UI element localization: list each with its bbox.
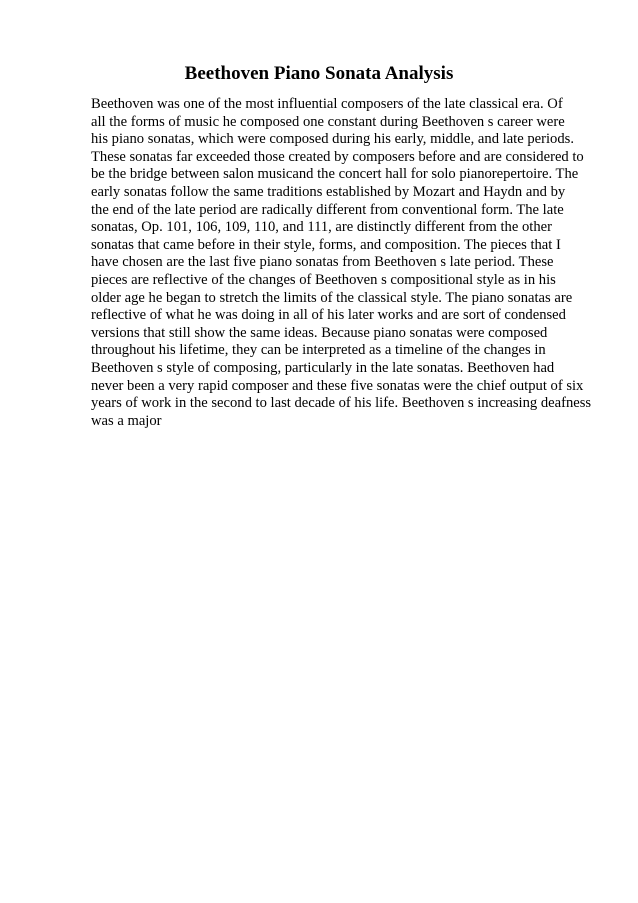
- text-line: never been a very rapid composer and these five sonatas were the chief output of six: [91, 377, 584, 394]
- text-line: throughout his lifetime, they can be interpreted as a timeline of the changes in: [91, 342, 546, 359]
- text-line: Beethoven was one of the most influential composers of the late classical era. Of: [91, 96, 563, 112]
- text-line: his piano sonatas, which were composed during his early, middle, and late periods.: [91, 131, 574, 148]
- body-paragraph: [91, 96, 631, 430]
- document-title: Beethoven Piano Sonata Analysis: [184, 63, 454, 84]
- text-line: pieces are reflective of the changes of Beethoven s compositional style as in his: [91, 271, 556, 288]
- text-line: versions that still show the same ideas. Because piano sonatas were composed: [91, 324, 548, 341]
- text-line: all the forms of music he composed one constant during Beethoven s career were: [91, 113, 565, 130]
- text-line: older age he began to stretch the limits of the classical style. The piano sonatas are: [91, 289, 573, 306]
- text-line: These sonatas far exceeded those created by composers before and are considered to: [91, 148, 584, 165]
- text-line: sonatas that came before in their style, forms, and composition. The pieces that I: [91, 236, 561, 253]
- text-line: Beethoven s style of composing, particularly in the late sonatas. Beethoven had: [91, 359, 555, 376]
- text-line: sonatas, Op. 101, 106, 109, 110, and 111, are distinctly different from the other: [91, 219, 552, 236]
- text-line: early sonatas follow the same traditions established by Mozart and Haydn and by: [91, 183, 566, 200]
- text-line: have chosen are the last five piano sonatas from Beethoven s late period. These: [91, 254, 554, 271]
- text-line: reflective of what he was doing in all of his later works and are sort of condensed: [91, 307, 566, 324]
- text-line: be the bridge between salon musicand the concert hall for solo pianorepertoire. The: [91, 166, 579, 183]
- text-line: the end of the late period are radically different from conventional form. The late: [91, 201, 564, 218]
- text-line: years of work in the second to last decade of his life. Beethoven s increasing deafness: [91, 395, 592, 412]
- text-line: was a major: [91, 412, 162, 429]
